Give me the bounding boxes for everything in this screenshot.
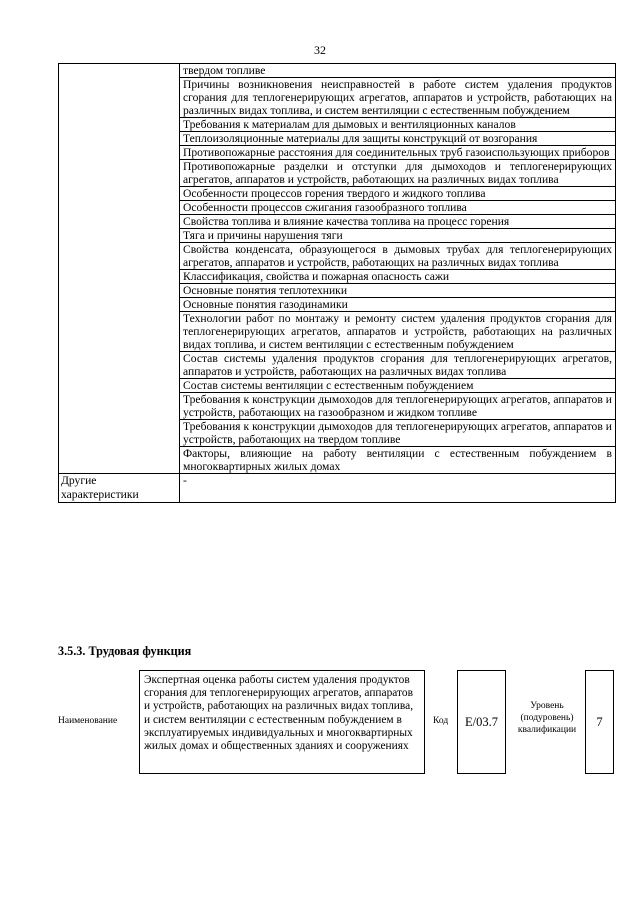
requirements-label-cell [59, 64, 180, 474]
qualification-level-label: Уровень (подуровень) квалификации [517, 701, 577, 735]
requirement-text: Особенности процессов горения твердого и жидкого топлива [180, 187, 616, 201]
requirements-table [58, 63, 616, 503]
requirement-text: Основные понятия газодинамики [180, 298, 616, 312]
requirement-text: Состав системы удаления продуктов сгорания для теплогенерирующих агрегатов, аппаратов и устройств, работающих на различных видах топлива [180, 352, 616, 379]
page-number: 32 [314, 43, 326, 57]
requirement-text: Факторы, влияющие на работу вентиляции с естественным побуждением в многоквартирных жилых домах [180, 447, 616, 474]
qualification-level-value: 7 [585, 670, 614, 774]
requirement-text: Основные понятия теплотехники [180, 284, 616, 298]
requirement-text: Причины возникновения неисправностей в работе систем удаления продуктов сгорания для теплогенерирующих агрегатов, аппаратов и устройств, работающих на различных видах топлива, и систем вентиляции с естественным побуждением [180, 78, 616, 118]
requirement-text: Противопожарные разделки и отступки для дымоходов и теплогенерирующих агрегатов, аппаратов и устройств, работающих на различных видах топлива [180, 160, 616, 187]
requirement-text: Технологии работ по монтажу и ремонту систем удаления продуктов сгорания для теплогенерирующих агрегатов, аппаратов и устройств, работающих на различных видах топлива, и систем вентиляции с естественным побуждением [180, 312, 616, 352]
requirement-text: Свойства топлива и влияние качества топлива на процесс горения [180, 215, 616, 229]
requirement-text: Теплоизоляционные материалы для защиты конструкций от возгорания [180, 132, 616, 146]
labor-function-code-label: Код [433, 716, 449, 726]
requirement-text: Требования к конструкции дымоходов для теплогенерирующих агрегатов, аппаратов и устройств, работающих на газообразном и жидком топливе [180, 393, 616, 420]
requirement-text: твердом топливе [180, 64, 616, 78]
requirement-text: Особенности процессов сжигания газообразного топлива [180, 201, 616, 215]
labor-function-name-value: Экспертная оценка работы систем удаления продуктов сгорания для теплогенерирующих агрегатов, аппаратов и устройств, работающих на различных видах топлива, и систем вентиляции с естественным побуждением в эксплуатируемых индивидуальных и многоквартирных жилых домах и общественных зданиях и сооружениях [139, 670, 425, 774]
other-characteristics-row [59, 474, 616, 503]
requirement-text: Свойства конденсата, образующегося в дымовых трубах для теплогенерирующих агрегатов, аппаратов и устройств, работающих на различных видах топлива [180, 243, 616, 270]
requirement-row [59, 64, 616, 78]
requirement-text: Противопожарные расстояния для соединительных труб газоиспользующих приборов [180, 146, 616, 160]
labor-function-code-value: E/03.7 [457, 670, 506, 774]
other-characteristics-value: - [180, 474, 616, 503]
other-characteristics-label: Другие характеристики [59, 474, 180, 503]
requirement-text: Классификация, свойства и пожарная опасность сажи [180, 270, 616, 284]
requirement-text: Требования к материалам для дымовых и вентиляционных каналов [180, 118, 616, 132]
labor-function-name-label: Наименование [58, 716, 118, 726]
requirement-text: Тяга и причины нарушения тяги [180, 229, 616, 243]
requirement-text: Состав системы вентиляции с естественным побуждением [180, 379, 616, 393]
section-heading: 3.5.3. Трудовая функция [58, 644, 192, 658]
requirement-text: Требования к конструкции дымоходов для теплогенерирующих агрегатов, аппаратов и устройств, работающих на твердом топливе [180, 420, 616, 447]
